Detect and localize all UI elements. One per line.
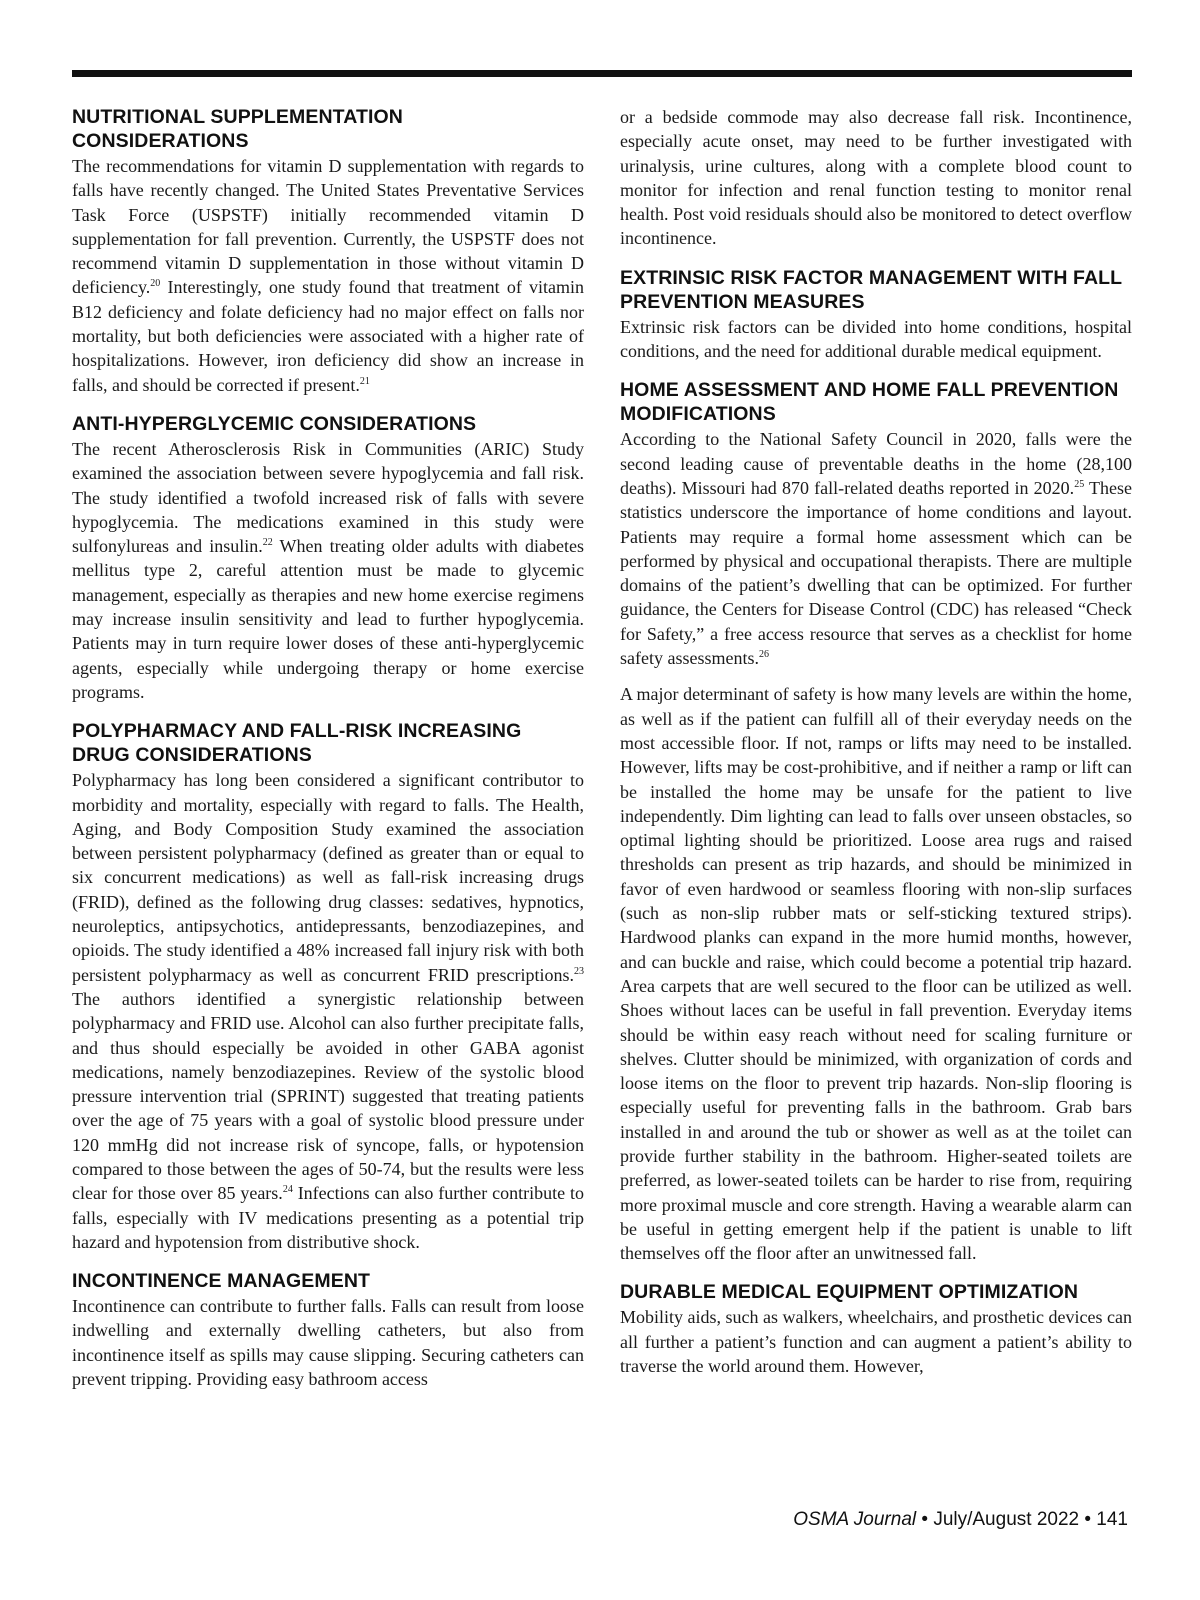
reference-23: 23 <box>574 965 584 977</box>
paragraph-nutritional-supplementation: The recommendations for vitamin D supplementation with regards to falls have recently changed. The United States Preventative Services Task Force (USPSTF) initially recommended vitamin D supplementation for fall prevention. Currently, the USPSTF does not recommend vitamin D supplementation in those without vitamin D deficiency.$^{20}$ Interestingly, one study found that treatment of vitamin B12 deficiency and folate deficiency had no major effect on falls nor mortality, but both deficiencies were associated with a higher rate of hospitalizations. However, iron deficiency did show an increase in falls, and should be corrected if present.$^{21}$ <box>72 156 584 395</box>
heading-extrinsic-risk-factor: EXTRINSIC RISK FACTOR MANAGEMENT WITH FALL PREVENTION MEASURES <box>620 266 1122 313</box>
paragraph-incontinence-continued: or a bedside commode may also decrease fall risk. Incontinence, especially acute onset, may need to be further investigated with urinalysis, urine cultures, along with a complete blood count to monitor for infection and renal function testing to monitor renal health. Post void residuals should also be monitored to detect overflow incontinence. <box>620 107 1132 249</box>
reference-21: 21 <box>359 375 370 387</box>
paragraph-durable-medical-equipment: Mobility aids, such as walkers, wheelchairs, and prosthetic devices can all further a patient’s function and can augment a patient’s ability to traverse the world around them. However, <box>620 1307 1132 1377</box>
issue-date: • July/August 2022 • <box>916 1509 1097 1530</box>
reference-20: 20 <box>150 278 161 290</box>
heading-nutritional-supplementation: NUTRITIONAL SUPPLEMENTATION CONSIDERATIONS <box>72 106 403 152</box>
reference-24: 24 <box>282 1184 293 1196</box>
heading-polypharmacy: POLYPHARMACY AND FALL-RISK INCREASING DRUG CONSIDERATIONS <box>72 720 522 767</box>
paragraph-polypharmacy: Polypharmacy has long been considered a significant contributor to morbidity and mortality, especially with regard to falls. The Health, Aging, and Body Composition Study examined the association between persistent polypharmacy (defined as greater than or equal to six concurrent medications) as well as fall-risk increasing drugs (FRID), defined as the following drug classes: sedatives, hypnotics, neuroleptics, antipsychotics, antidepressants, benzodiazepines, and opioids. The study identified a 48% increased fall injury risk with both persistent polypharmacy as well as concurrent FRID prescriptions.$^{23}$ The authors identified a synergistic relationship between polypharmacy and FRID use. Alcohol can also further precipitate falls, and thus should especially be avoided in other GABA agonist medications, namely benzodiazepines. Review of the systolic blood pressure intervention trial (SPRINT) suggested that treating patients over the age of 75 years with a goal of systolic blood pressure under 120 mmHg did not increase risk of syncope, falls, or hypotension compared to those between the ages of 50-74, but the results were less clear for those over 85 years.$^{24}$ Infections can also further contribute to falls, especially with IV medications presenting as a potential trip hazard and hypotension from distributive shock. <box>72 770 584 1252</box>
right-column <box>620 105 1132 1378</box>
reference-22: 22 <box>262 537 273 549</box>
heading-durable-medical-equipment: DURABLE MEDICAL EQUIPMENT OPTIMIZATION <box>620 1281 1079 1304</box>
paragraph-home-assessment: According to the National Safety Council in 2020, falls were the second leading cause of preventable deaths in the home (28,100 deaths). Missouri had 870 fall-related deaths reported in 2020.25 These statistics underscore the importance of home conditions and layout. Patients may require a formal home assessment which can be performed by physical and occupational therapists. There are multiple domains of the patient’s dwelling that can be optimized. For further guidance, the Centers for Disease Control (CDC) has released “Check for Safety,” a free access resource that serves as a checklist for home safety assessments.$^{26}$ <box>620 429 1133 669</box>
top-rule <box>72 70 1132 77</box>
page-number: 141 <box>1096 1509 1128 1530</box>
paragraph-incontinence-management: Incontinence can contribute to further falls. Falls can result from loose indwelling and externally dwelling catheters, but also from incontinence itself as spills may cause slipping. Securing catheters can prevent tripping. Providing easy bathroom access <box>72 1296 584 1390</box>
journal-name: OSMA Journal <box>793 1509 917 1530</box>
reference-26: 26 <box>758 649 769 661</box>
heading-anti-hyperglycemic: ANTI-HYPERGLYCEMIC CONSIDERATIONS <box>72 412 477 435</box>
heading-incontinence-management: INCONTINENCE MANAGEMENT <box>72 1270 371 1293</box>
heading-home-assessment: HOME ASSESSMENT AND HOME FALL PREVENTION MODIFICATIONS <box>620 379 1119 426</box>
paragraph-home-safety-details: A major determinant of safety is how many levels are within the home, as well as if the patient can fulfill all of their everyday needs on the most accessible floor. If not, ramps or lifts may need to be installed. However, lifts may be cost-prohibitive, and if neither a ramp or lift can be installed the home may be unsafe for the patient to live independently. Dim lighting can lead to falls over unseen obstacles, so optimal lighting should be prioritized. Loose area rugs and raised thresholds can present as trip hazards, and should be minimized in favor of even hardwood or seamless flooring with non-slip surfaces (such as non-slip rubber mats or self-sticking textured strips). Hardwood planks can expand in the more humid months, however, and can buckle and raise, which could become a potential trip hazard. Area carpets that are well secured to the floor can be utilized as well. Shoes without laces can be useful in fall prevention. Everyday items should be within easy reach without need for scaling furniture or shelves. Clutter should be minimized, with organization of cords and loose items on the floor to prevent trip hazards. Non-slip flooring is especially useful for preventing falls in the bathroom. Grab bars installed in and around the tub or shower as well as at the toilet can provide further stability in the bathroom. Higher-seated toilets are preferred, as lower-seated toilets can be harder to rise from, requiring more proximal muscle and core strength. Having a wearable alarm can be useful in getting emergent help if the patient is unable to lift themselves off the floor after an unwitnessed fall. <box>620 684 1132 1264</box>
paragraph-anti-hyperglycemic: The recent Atherosclerosis Risk in Communities (ARIC) Study examined the association between severe hypoglycemia and fall risk. The study identified a twofold increased risk of falls with severe hypoglycemia. The medications examined in this study were sulfonylureas and insulin.$^{22}$ When treating older adults with diabetes mellitus type 2, careful attention must be made to glycemic management, especially as therapies and new home exercise regimens may increase insulin sensitivity and lead to further hypoglycemia. Patients may in turn require lower doses of these anti-hyperglycemic agents, especially while undergoing therapy or home exercise programs. <box>72 438 584 702</box>
page-footer <box>793 1509 1128 1531</box>
left-column <box>72 105 584 1391</box>
reference-25: 25 <box>1074 478 1085 490</box>
paragraph-extrinsic-risk-factor: Extrinsic risk factors can be divided into home conditions, hospital conditions, and the need for additional durable medical equipment. <box>620 316 1132 362</box>
